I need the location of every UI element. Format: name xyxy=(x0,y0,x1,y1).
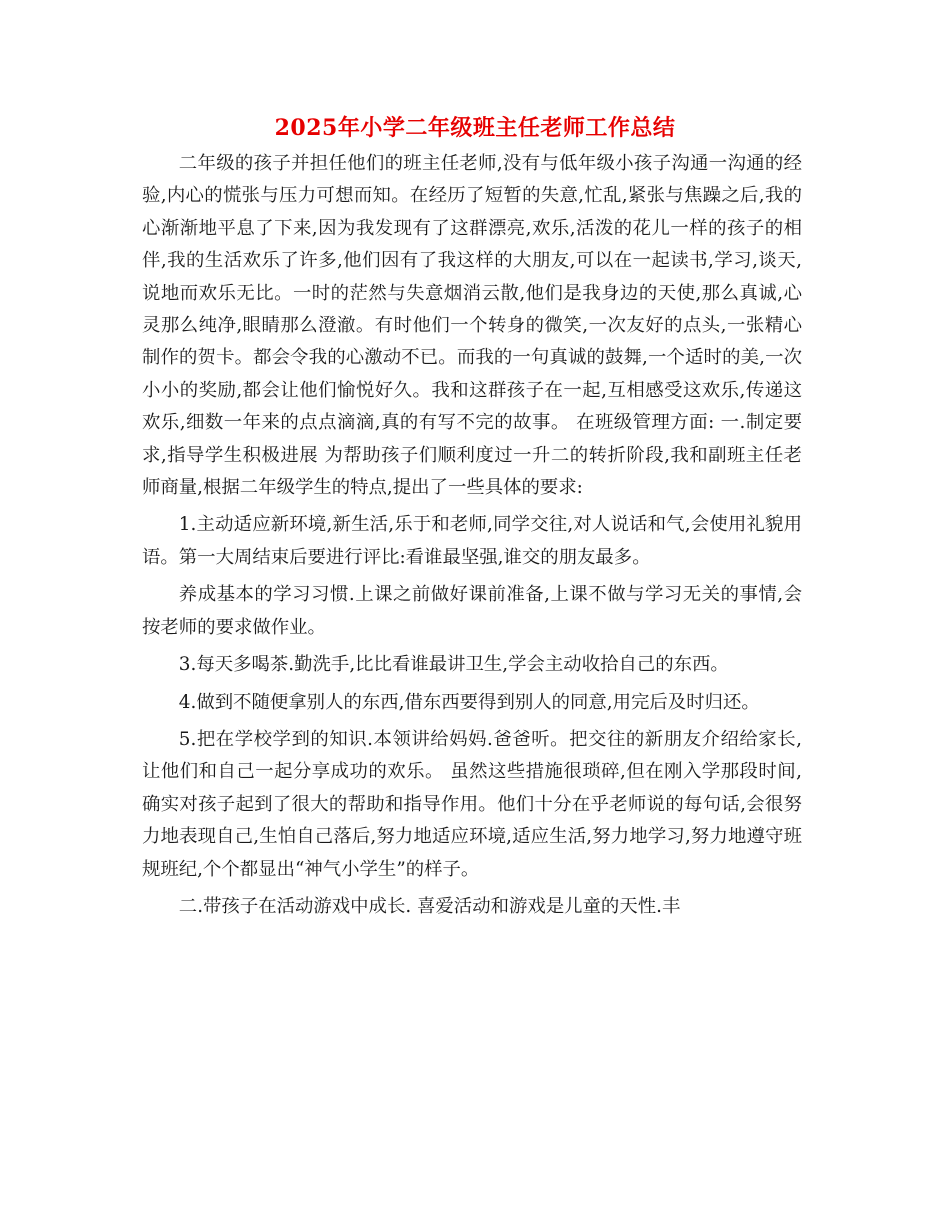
document-title: 2025年小学二年级班主任老师工作总结 xyxy=(274,115,676,141)
paragraph-item-2: 养成基本的学习习惯.上课之前做好课前准备,上课不做与学习无关的事情,会按老师的要求做作业。 xyxy=(142,584,802,638)
document-body xyxy=(142,148,802,923)
paragraph-item-1: 1.主动适应新环境,新生活,乐于和老师,同学交往,对人说话和气,会使用礼貌用语。第一大周结束后要进行评比:看谁最坚强,谁交的朋友最多。 xyxy=(142,514,802,568)
paragraph-intro: 二年级的孩子并担任他们的班主任老师,没有与低年级小孩子沟通一沟通的经验,内心的慌张与压力可想而知。在经历了短暂的失意,忙乱,紧张与焦躁之后,我的心渐渐地平息了下来,因为我发现有了这群漂亮,欢乐,活泼的花儿一样的孩子的相伴,我的生活欢乐了许多,他们因有了我这样的大朋友,可以在一起读书,学习,谈天,说地而欢乐无比。一时的茫然与失意烟消云散,他们是我身边的天使,那么真诚,心灵那么纯净,眼睛那么澄澈。有时他们一个转身的微笑,一次友好的点头,一张精心制作的贺卡。都会令我的心激动不已。而我的一句真诚的鼓舞,一个适时的美,一次小小的奖励,都会让他们愉悦好久。我和这群孩子在一起,互相感受这欢乐,传递这欢乐,细数一年来的点点滴滴,真的有写不完的故事。 在班级管理方面: 一.制定要求,指导学生积极进展 为帮助孩子们顺利度过一升二的转折阶段,我和副班主任老师商量,根据二年级学生的特点,提出了一些具体的要求: xyxy=(142,153,802,499)
paragraph-section-2: 二.带孩子在活动游戏中成长. 喜爱活动和游戏是儿童的天性.丰 xyxy=(178,895,681,917)
paragraph-item-3: 3.每天多喝茶.勤洗手,比比看谁最讲卫生,学会主动收拾自己的东西。 xyxy=(178,654,729,676)
paragraph-item-4: 4.做到不随便拿别人的东西,借东西要得到别人的同意,用完后及时归还。 xyxy=(178,691,760,713)
paragraph-item-5: 5.把在学校学到的知识.本领讲给妈妈.爸爸听。把交往的新朋友介绍给家长,让他们和自己一起分享成功的欢乐。 虽然这些措施很琐碎,但在刚入学那段时间,确实对孩子起到了很大的帮助和指导作用。他们十分在乎老师说的每句话,会很努力地表现自己,生怕自己落后,努力地适应环境,适应生活,努力地学习,努力地遵守班规班纪,个个都显出“神气小学生”的样子。 xyxy=(142,728,802,880)
